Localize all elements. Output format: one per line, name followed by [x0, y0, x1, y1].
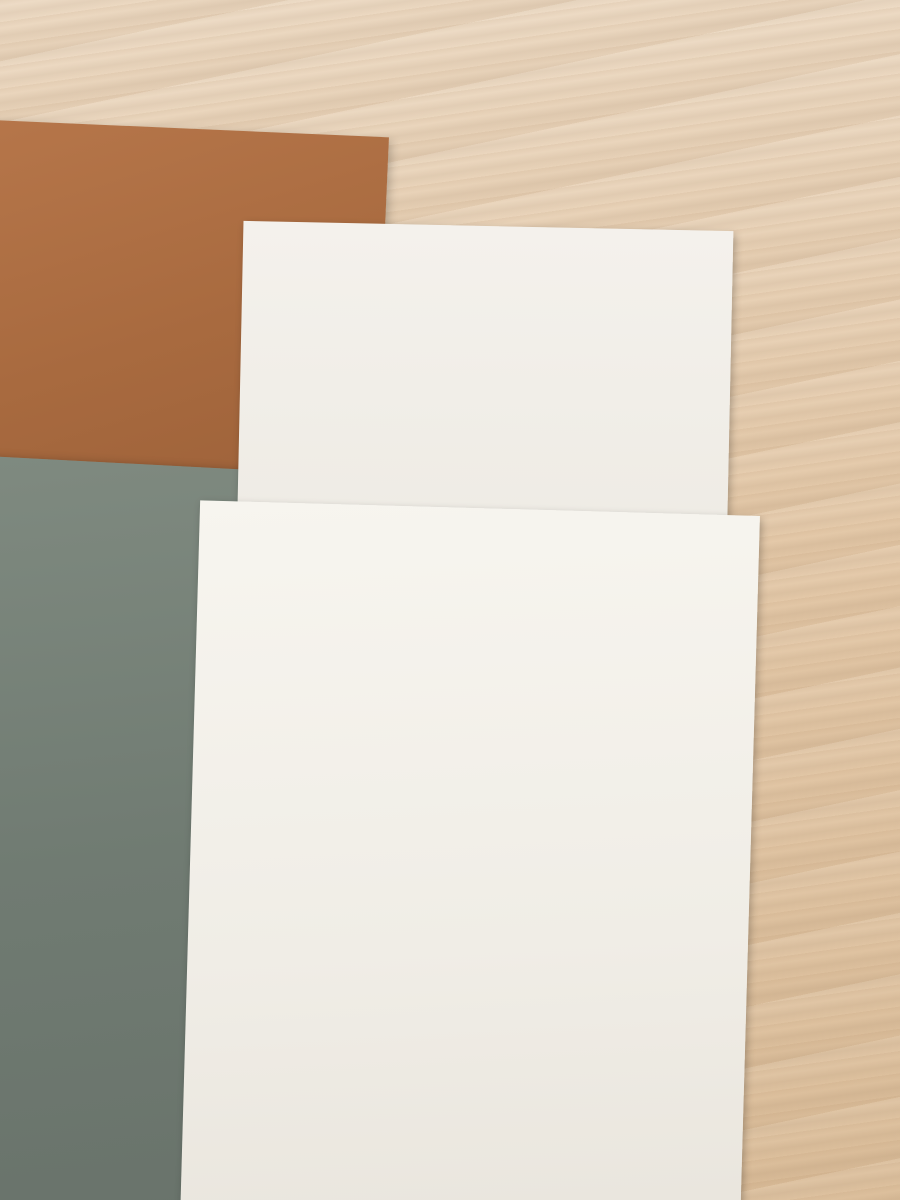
top-page-title [242, 297, 732, 307]
top-page-body [289, 322, 701, 331]
bottom-page-body [253, 680, 721, 693]
bottom-booklet-page [180, 500, 760, 1200]
bottom-page-title [196, 638, 756, 654]
